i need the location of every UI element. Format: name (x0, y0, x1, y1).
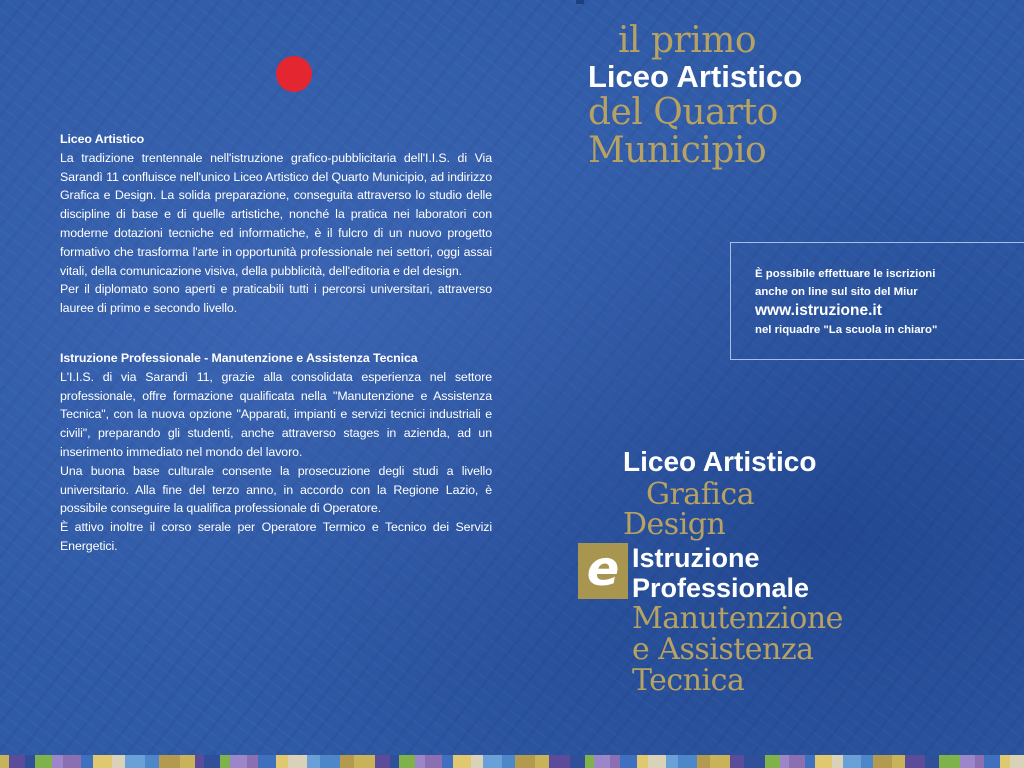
top-edge-mark (576, 0, 584, 4)
stripe-segment (975, 755, 984, 768)
stripe-segment (0, 755, 9, 768)
stripe-segment (939, 755, 960, 768)
stripe-segment (960, 755, 975, 768)
stripe-segment (125, 755, 145, 768)
stripe-segment (204, 755, 220, 768)
stripe-segment (483, 755, 502, 768)
stripe-segment (610, 755, 620, 768)
stripe-segment (63, 755, 81, 768)
stripe-segment (832, 755, 843, 768)
stripe-segment (399, 755, 415, 768)
stripe-segment (620, 755, 637, 768)
stripe-segment (710, 755, 730, 768)
stripe-segment (230, 755, 247, 768)
professional-paragraph-2: Una buona base culturale consente la prosecuzione degli studi a livello universitario. Alla fine del terzo anno, in accordo con la Regione Lazio, è possibile conseguire la qualifica professionale di Operatore. (60, 463, 492, 516)
stripe-segment (159, 755, 180, 768)
stripe-segment (697, 755, 710, 768)
stripe-segment (515, 755, 535, 768)
stripe-segment (594, 755, 610, 768)
liceo-section-title: Liceo Artistico (60, 132, 145, 146)
professional-paragraph-3: È attivo inoltre il corso serale per Operatore Termico e Tecnico dei Servizi Energetici. (60, 520, 492, 553)
stripe-segment (425, 755, 442, 768)
stripe-segment (502, 755, 515, 768)
e-badge-letter: e (586, 541, 620, 597)
stripe-segment (81, 755, 93, 768)
stripe-segment (892, 755, 905, 768)
course-assistenza: e Assistenza (632, 632, 814, 667)
headline-line-2: Liceo Artistico (588, 59, 803, 94)
stripe-segment (535, 755, 549, 768)
stripe-segment (780, 755, 789, 768)
course-istruzione: Istruzione (632, 543, 760, 573)
stripe-segment (861, 755, 873, 768)
course-liceo-artistico: Liceo Artistico (623, 446, 817, 477)
stripe-segment (765, 755, 780, 768)
stripe-segment (390, 755, 399, 768)
stripe-segment (276, 755, 288, 768)
stripe-segment (648, 755, 666, 768)
stripe-segment (442, 755, 453, 768)
headline-line-1: il primo (618, 20, 757, 61)
stripe-segment (873, 755, 892, 768)
body-text-column (60, 130, 492, 556)
stripe-segment (93, 755, 112, 768)
stripe-segment (730, 755, 744, 768)
stripe-segment (666, 755, 678, 768)
stripe-segment (815, 755, 832, 768)
stripe-segment (9, 755, 25, 768)
courses-list (578, 444, 1018, 696)
professional-section-title: Istruzione Professionale - Manutenzione e Assistenza Tecnica (60, 350, 418, 365)
stripe-segment (570, 755, 585, 768)
stripe-segment (585, 755, 594, 768)
stripe-segment (340, 755, 354, 768)
stripe-segment (415, 755, 425, 768)
stripe-segment (247, 755, 258, 768)
course-grafica: Grafica (646, 477, 755, 512)
stripe-segment (375, 755, 390, 768)
stripe-segment (744, 755, 765, 768)
stripe-segment (195, 755, 204, 768)
stripe-segment (905, 755, 925, 768)
info-line-1: È possibile effettuare le iscrizioni (755, 268, 936, 280)
stripe-segment (678, 755, 697, 768)
stripe-segment (453, 755, 471, 768)
liceo-paragraph-2: Per il diplomato sono aperti e praticabili tutti i percorsi universitari, attraverso lauree di primo e secondo livello. (60, 282, 492, 316)
stripe-segment (471, 755, 483, 768)
stripe-segment (220, 755, 230, 768)
course-tecnica: Tecnica (632, 663, 745, 698)
stripe-segment (145, 755, 159, 768)
red-dot-decoration (276, 56, 312, 92)
course-professionale: Professionale (632, 573, 810, 603)
course-manutenzione: Manutenzione (632, 601, 843, 636)
info-line-3: nel riquadre "La scuola in chiaro" (755, 324, 938, 336)
stripe-segment (1000, 755, 1010, 768)
stripe-segment (805, 755, 815, 768)
headline-line-4: Municipio (588, 130, 767, 171)
stripe-segment (112, 755, 125, 768)
stripe-segment (180, 755, 195, 768)
decorative-color-stripe (0, 755, 1024, 768)
stripe-segment (549, 755, 570, 768)
headline-line-3: del Quarto (588, 92, 778, 133)
stripe-segment (984, 755, 1000, 768)
stripe-segment (843, 755, 861, 768)
headline (588, 22, 1008, 170)
stripe-segment (35, 755, 52, 768)
professional-paragraph-1: L'I.I.S. di via Sarandì 11, grazie alla consolidata esperienza nel settore professionale, offre formazione qualificata nella "Manutenzione e Assistenza Tecnica", con la nuova opzione "Apparati, impianti e servizi tecnici industriali e civili", preparando gli studenti, anche attraverso stages in azienda, ad un inserimento immediato nel mondo del lavoro. (60, 369, 492, 459)
stripe-segment (637, 755, 648, 768)
stripe-segment (1010, 755, 1024, 768)
stripe-segment (354, 755, 375, 768)
stripe-segment (925, 755, 939, 768)
liceo-paragraph-1: La tradizione trentennale nell'istruzione grafico-pubblicitaria dell'I.I.S. di Via Sarandì 11 confluisce nell'unico Liceo Artistico del Quarto Municipio, ad indirizzo Grafica e Design. La solida preparazione, conseguita attraverso lo studio delle discipline di base e di quelle artistiche, nonché la pratica nei laboratori con moderne dotazioni tecniche ed informatiche, è il fulcro di un nuovo progetto formativo che trasforma l'arte in opportunità professionale nei settori, oggi assai vitali, della comunicazione visiva, della pubblicità, dell'editoria e del design. (60, 150, 492, 278)
info-line-2: anche on line sul sito del Miur (755, 286, 918, 298)
stripe-segment (52, 755, 63, 768)
enrollment-info-box (730, 242, 1024, 360)
stripe-segment (288, 755, 307, 768)
stripe-segment (307, 755, 320, 768)
istruzione-website-link[interactable]: www.istruzione.it (755, 302, 882, 319)
course-design: Design (623, 507, 726, 542)
stripe-segment (25, 755, 35, 768)
stripe-segment (320, 755, 340, 768)
stripe-segment (789, 755, 805, 768)
stripe-segment (258, 755, 276, 768)
